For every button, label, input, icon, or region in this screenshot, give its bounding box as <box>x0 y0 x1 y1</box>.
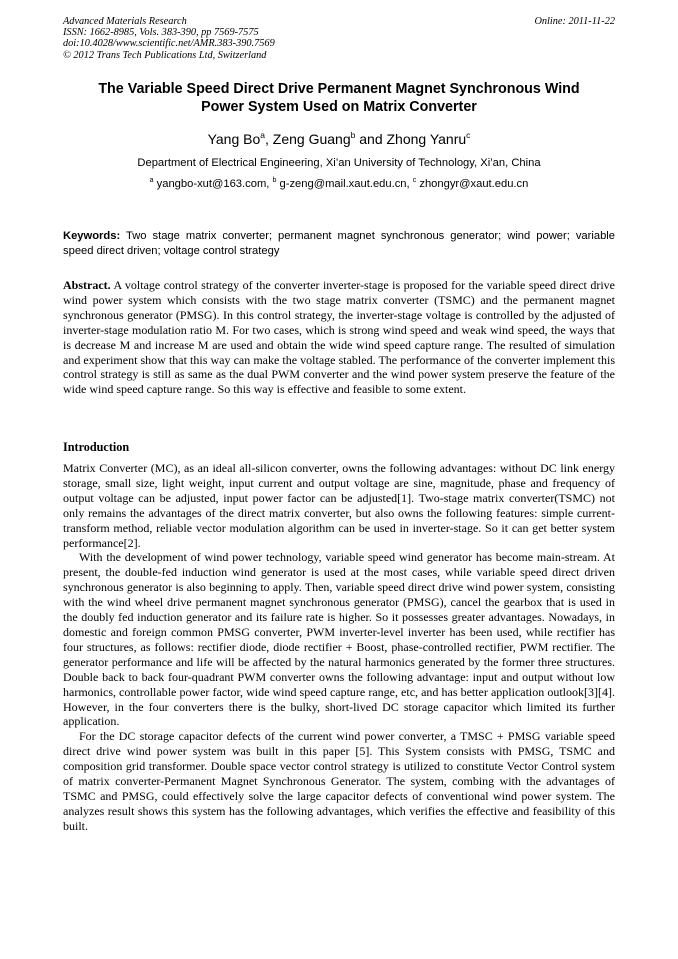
paragraph: With the development of wind power technology, variable speed wind generator has become main-stream. At present, the double-fed induction wind generator is used at the most cases, while variable speed direct driven synchronous generator is also beginning to apply. Then, variable speed direct drive wind power system, consisting with the wind wheel drive permanent magnet synchronous generator (PMSG), cancel the gearbox that is used in the doubly fed induction generator and its failure rate is higher. So it possesses greater advantages. Nowadays, in domestic and foreign common PMSG converter, PWM inverter-level inverter has been used, while rectifier has four structures, as follows: rectifier diode, diode rectifier + Boost, phase-controlled rectifier, PWM rectifier. The generator performance and life will be affected by the natural harmonics generated by the former three structures. Double back to back four-quadrant PWM converter owns the following advantage: input and output without low harmonics, controllable power factor, wide wind speed capture range, etc, and has better application outlook[3][4]. However, in the four converters there is the bulky, short-lived DC storage capacitor which limited its further application. <box>63 550 615 729</box>
journal-copyright: © 2012 Trans Tech Publications Ltd, Switzerland <box>63 49 267 61</box>
email-address[interactable]: yangbo-xut@163.com <box>156 178 267 190</box>
author-name: Zhong Yanru <box>386 131 467 147</box>
email-sup: a <box>149 177 154 184</box>
journal-doi: doi:10.4028/www.scientific.net/AMR.383-390.7569 <box>63 38 275 50</box>
author-sup: a <box>260 130 265 140</box>
journal-issn: ISSN: 1662-8985, Vols. 383-390, pp 7569-7575 <box>63 27 259 39</box>
abstract-text: A voltage control strategy of the converter inverter-stage is proposed for the variable speed direct drive wind power system which consists with the two stage matrix converter (TSMC) and the permanent magnet synchronous generator (PMSG). In this control strategy, the inverter-stage voltage is controlled by the adjusted of inverter-stage modulation ratio M. For two cases, which is strong wind speed and weak wind speed, the ways that is decrease M and increase M are used and obtain the wide wind speed capture range. The resulted of simulation and experiment show that this way can make the voltage stabled. The performance of the converter implement this control strategy is still as same as the dual PWM converter and the wind power system preserve the feature of the wide wind speed capture range. So this way is effective and feasible to some extent. <box>63 278 615 397</box>
abstract-label: Abstract. <box>63 278 111 292</box>
email-list: $^a$ yangbo-xut@163.com, $^b$ g-zeng@mail.xaut.edu.cn, $^c$ zhongyr@xaut.edu.cn <box>149 177 529 190</box>
author-list <box>63 130 615 148</box>
author-name: Zeng Guang <box>272 131 351 147</box>
journal-header <box>63 16 615 61</box>
email-address[interactable]: g-zeng@mail.xaut.edu.cn <box>279 178 407 190</box>
keywords <box>63 229 615 258</box>
author-sup: b <box>350 130 356 140</box>
online-date: Online: 2011-11-22 <box>534 16 615 27</box>
section-heading-introduction: Introduction <box>63 440 130 454</box>
journal-name: Advanced Materials Research <box>63 16 187 27</box>
author-separator: , <box>265 131 273 147</box>
keywords-label: Keywords: <box>63 230 121 242</box>
author-name: Yang Bo <box>207 131 261 147</box>
email-sup: c <box>412 177 417 184</box>
title-line-1: The Variable Speed Direct Drive Permanent Magnet Synchronous Wind <box>98 81 580 97</box>
author-sup: c <box>466 130 471 140</box>
keywords-text: Two stage matrix converter; permanent magnet synchronous generator; wind power; variable speed direct driven; voltage control strategy <box>63 230 615 257</box>
email-address[interactable]: zhongyr@xaut.edu.cn <box>419 178 529 190</box>
affiliation: Department of Electrical Engineering, Xi’an University of Technology, Xi’an, China <box>137 157 541 169</box>
journal-info <box>63 16 615 61</box>
author-separator: and <box>355 131 387 147</box>
paragraph: Matrix Converter (MC), as an ideal all-silicon converter, owns the following advantages: without DC link energy storage, small size, light weight, input current and output voltage are sine, magnitude, phase and frequency of output voltage can be adjusted, input power factor can be adjusted[1]. Two-stage matrix converter(TSMC) not only remains the advantages of the direct matrix converter, but also owns the following features: simple current-transform method, reliable vector modulation algorithm can be used in inverter-stage. So it can get better system performance[2]. <box>63 461 615 550</box>
paper-title <box>63 80 615 116</box>
abstract <box>63 278 615 397</box>
paragraph: For the DC storage capacitor defects of the current wind power converter, a TMSC + PMSG variable speed direct drive wind power system was built in this paper [5]. This System consists with PMSG, TSMC and composition grid transformer. Double space vector control strategy is utilized to constitute Vector Control system of matrix converter-Permanent Magnet Synchronous Generator. The system, combing with the advantages of TSMC and PMSG, could effectively solve the large capacitor defects of conventional wind power system. The analyzes result shows this system has the following advantages, which verifies the effective and feasibility of this built. <box>63 729 615 833</box>
email-sup: b <box>272 177 277 184</box>
introduction-body <box>63 461 615 834</box>
title-line-2: Power System Used on Matrix Converter <box>201 99 477 115</box>
